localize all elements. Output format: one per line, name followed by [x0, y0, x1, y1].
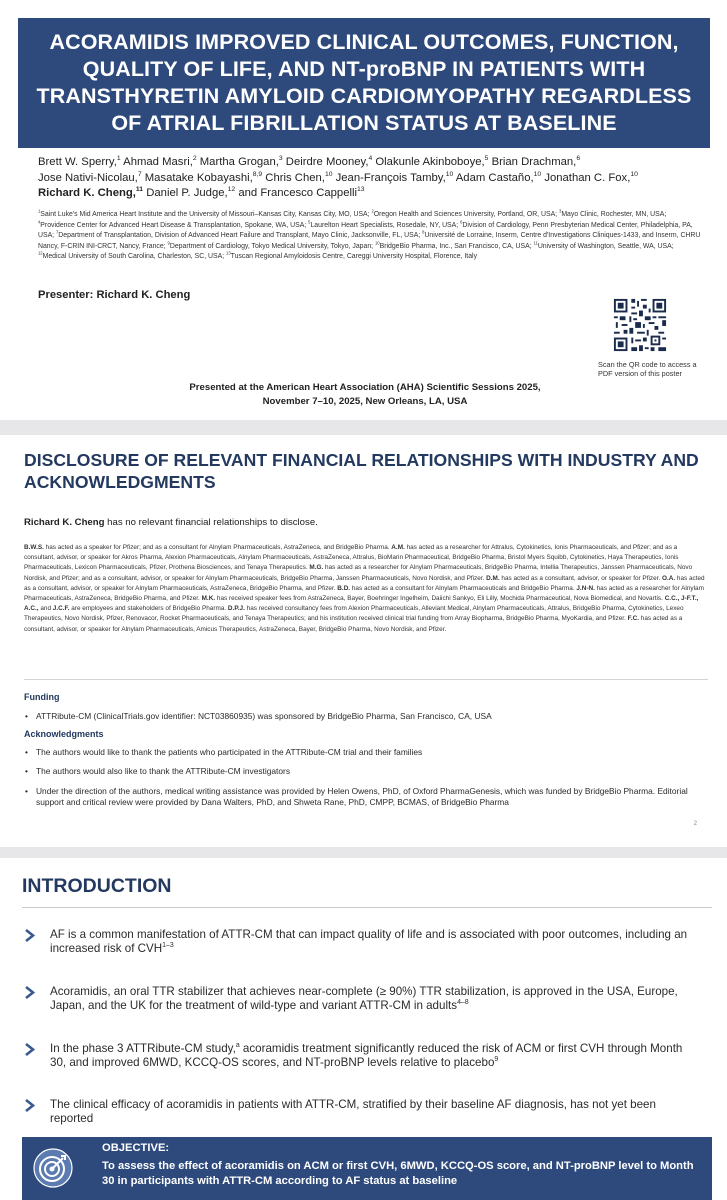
author: Jonathan C. Fox,$^{10}$ [544, 170, 638, 184]
author-list [38, 155, 703, 202]
chevron-right-icon [24, 1099, 37, 1112]
intro-bullet: In the phase 3 ATTRibute-CM study,$^a$ acoramidis treatment significantly reduced the risk of ACM or first CVH through Month 30, and improved 6MWD, KCCQ-OS scores, and NT-proBNP levels relative to placebo$^9$ [50, 1042, 683, 1070]
qr-caption: Scan the QR code to access a PDF version of this poster [598, 360, 697, 379]
heading-rule [22, 907, 712, 908]
author: Olakunle Akinboboye,$^5$ [375, 155, 489, 168]
presented-at [150, 381, 580, 409]
author: Masatake Kobayashi,$^{8,9}$ [144, 170, 263, 184]
author: Chris Chen,$^{10}$ [265, 170, 333, 184]
author: Ahmad Masri,$^2$ [123, 155, 197, 168]
funding-heading: Funding [24, 692, 60, 702]
disclosure-heading: DISCLOSURE OF RELEVANT FINANCIAL RELATIONSHIPS WITH INDUSTRY AND ACKNOWLEDGMENTS [24, 450, 699, 492]
chevron-right-icon [24, 1043, 37, 1056]
author: Martha Grogan,$^3$ [199, 155, 283, 168]
intro-bullet: Acoramidis, an oral TTR stabilizer that achieves near-complete (≥ 90%) TTR stabilization, is approved in the USA, Europe, Japan, and the UK for the treatment of wild-type and variant ATTR-CM in adults$^{4-8}$ [50, 985, 678, 1013]
presenting-author: Richard K. Cheng,$^{11}$ [38, 186, 144, 199]
presented-at-line2: November 7–10, 2025, New Orleans, LA, USA [262, 396, 468, 407]
target-icon [32, 1147, 74, 1189]
affiliations: $^1$Saint Luke's Mid America Heart Institute and the University of Missouri–Kansas City, Kansas City, MO, USA; $^2$Oregon Health and Sciences University, Portland, OR, USA; $^3$Mayo Clinic, Rochester, MN, USA; $^4$Providence Center for Advanced Heart Disease & Transplantation, Spokane, WA, USA; $^5$Laurelton Heart Specialists, Rosedale, NY, USA; $^6$Division of Cardiology, Penn Presbyterian Medical Center, Philadelphia, PA, USA; $^7$Department of Transplantation, Division of Advanced Heart Failure and Transplant, Mayo Clinic, Jacksonville, FL, USA; $^8$Université de Lorraine, Inserm, Centre d'Investigations Cliniques-1433, and Inserm, CHRU Nancy, F-CRIN INI-CRCT, Nancy, France; $^9$Department of Cardiology, Tokyo Medical University, Tokyo, Japan; $^{10}$BridgeBio Pharma, Inc., San Francisco, CA, USA; $^{11}$University of Washington, Seattle, WA, USA; $^{12}$Medical University of South Carolina, Charleston, SC, USA; $^{13}$Tuscan Regional Amyloidosis Centre, Careggi University Hospital, Florence, Italy [38, 208, 701, 261]
list-item: • The authors would like to thank the patients who participated in the ATTRibute-CM trial and their families [24, 747, 700, 758]
chevron-right-icon [24, 929, 37, 942]
presented-at-line1: Presented at the American Heart Association (AHA) Scientific Sessions 2025, [189, 382, 541, 393]
list-item: • Under the direction of the authors, medical writing assistance was provided by Helen Owens, PhD, of Oxford PharmaGenesis, which was funded by BridgeBio Pharma. Editorial support and critical review were provided by Dana Walters, PhD, and Shweta Rane, PhD, CMPP, BCMAS, of BridgeBio Pharma [24, 786, 700, 809]
presenter-label: Presenter: Richard K. Cheng [38, 289, 191, 301]
chevron-right-icon [24, 986, 37, 999]
author: and Francesco Cappelli$^{13}$ [238, 186, 365, 199]
list-item: • The authors would also like to thank the ATTRibute-CM investigators [24, 766, 700, 777]
author: Deirdre Mooney,$^4$ [285, 155, 373, 168]
acknowledgments-list [24, 747, 700, 817]
objective-label: OBJECTIVE: [102, 1142, 170, 1154]
introduction-slide [0, 858, 727, 1200]
introduction-heading: INTRODUCTION [22, 875, 172, 897]
poster-title-slide [0, 0, 727, 420]
qr-code-icon[interactable] [612, 297, 668, 353]
intro-bullet: The clinical efficacy of acoramidis in patients with ATTR-CM, stratified by their baseline AF diagnosis, has not yet been reported [50, 1098, 656, 1126]
acknowledgments-heading: Acknowledgments [24, 729, 104, 739]
author-disclosures: B.W.S. has acted as a speaker for Pfizer; and as a consultant for Alnylam Pharmaceuticals, AstraZeneca, and BridgeBio Pharma. A.M. has acted as a researcher for Attralus, Cytokinetics, Ionis Pharmaceuticals, and Pfizer; and as a consultant, advisor, or speaker for Akros Pharma, Alexion Pharmaceuticals, Alnylam Pharmaceuticals, AstraZeneca, Attralus, BioMarin Pharmaceutical, BridgeBio Pharma, Bristol Myers Squibb, Cytokinetics, Haya Therapeutics, Ionis Pharmaceuticals, Lexicon Pharmaceuticals, Pfizer, Prothena Biosciences, and Tenaya Therapeutics. M.G. has acted as a researcher for Alnylam Pharmaceuticals, BridgeBio Pharma, Intellia Therapeutics, Janssen Pharmaceuticals, Novo Nordisk, and Pfizer; and as a consultant, advisor, or speaker for Alnylam Pharmaceuticals, BridgeBio Pharma, Janssen Pharmaceuticals, Novo Nordisk, and Pfizer. D.M. has acted as a consultant, advisor, or speaker for Pfizer. O.A. has acted as a consultant, advisor, or speaker for Alnylam Pharmaceuticals, AstraZeneca, BridgeBio Pharma, and Pfizer. B.D. has acted as a consultant for Alnylam Pharmaceuticals and BridgeBio Pharma. J.N-N. has acted as a researcher for Alnylam Pharmaceuticals, AstraZeneca, BridgeBio Pharma, and Pfizer. M.K. has received speaker fees from AstraZeneca, Bayer, Boehringer Ingelheim, Daiichi Sankyo, Eli Lilly, Mochida Pharmaceutical, Nova Biomedical, and Novartis. C.C., J-F.T., A.C., and J.C.F. are employees and stakeholders of BridgeBio Pharma. D.P.J. has received consultancy fees from Alexion Pharmaceuticals, Alleviant Medical, Alnylam Pharmaceuticals, Attralus, BridgeBio Pharma, Cytokinetics, Lexeo Therapeutics, Novo Nordisk, Pfizer, Renovacor, Rocket Pharmaceuticals, and Tenaya Therapeutics; and his institution received clinical trial funding from Array Biopharma, BridgeBio Pharma, MyoKardia, and Pfizer. F.C. has acted as a consultant, advisor, or speaker for Alnylam Pharmaceuticals, Amicus Therapeutics, AstraZeneca, Bayer, BridgeBio Pharma, Novo Nordisk, and Pfizer. [24, 544, 705, 633]
poster-title: ACORAMIDIS IMPROVED CLINICAL OUTCOMES, FUNCTION, QUALITY OF LIFE, AND NT-proBNP IN PATIENTS WITH TRANSTHYRETIN AMYLOID CARDIOMYOPATHY REGARDLESS OF ATRIAL FIBRILLATION STATUS AT BASELINE [36, 30, 692, 135]
author: Brian Drachman,$^6$ [491, 155, 581, 168]
author: Brett W. Sperry,$^1$ [38, 155, 121, 168]
author: Adam Castaño,$^{10}$ [455, 170, 542, 184]
section-divider [24, 679, 708, 680]
author: Daniel P. Judge,$^{12}$ [146, 186, 236, 199]
author: Jose Nativi-Nicolau,$^7$ [38, 170, 142, 184]
disclosure-slide [0, 435, 727, 847]
funding-list [24, 711, 700, 730]
objective-text: To assess the effect of acoramidis on ACM or first CVH, 6MWD, KCCQ-OS score, and NT-proBNP level to Month 30 in participants with ATTR-CM according to AF status at baseline [102, 1160, 694, 1187]
title-banner [18, 18, 710, 148]
list-item: • ATTRibute-CM (ClinicalTrials.gov identifier: NCT03860935) was sponsored by BridgeBio Pharma, San Francisco, CA, USA [24, 711, 700, 722]
intro-bullet: AF is a common manifestation of ATTR-CM that can impact quality of life and is associated with poor outcomes, including an increased risk of CVH$^{1-3}$ [50, 928, 688, 956]
objective-box [22, 1137, 712, 1200]
author: Jean-François Tamby,$^{10}$ [335, 170, 454, 184]
presenter-disclosure: Richard K. Cheng has no relevant financial relationships to disclose. [24, 517, 318, 528]
page-number: 2 [693, 821, 697, 827]
